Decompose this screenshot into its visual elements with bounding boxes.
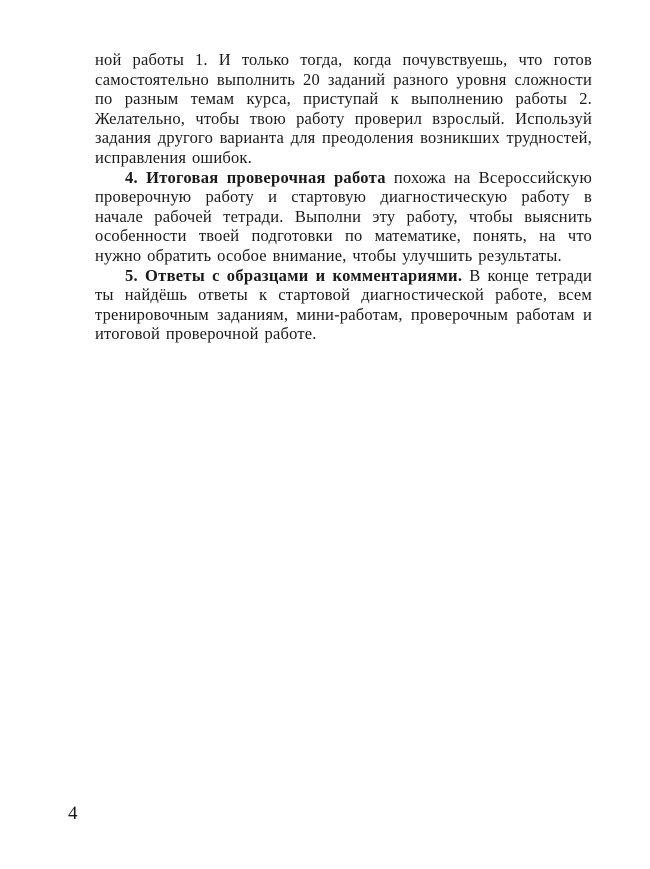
paragraph-lead: 4. Итоговая проверочная работа [125, 167, 386, 187]
paragraph-text: похожа на Всероссийскую проверочную работу и стартовую диагностическую работу в начале рабочей тетради. Выполни эту работу, чтобы выяснить особенности твоей подготовки по математике, понять, на что нужно обратить особое внимание, чтобы улучшить результаты. [95, 167, 592, 265]
paragraph-continuation [95, 50, 592, 168]
paragraph-text: В конце тетради ты найдёшь ответы к стартовой диагностической работе, всем тренировочным заданиям, мини-работам, проверочным работам и итоговой проверочной работе. [95, 265, 592, 344]
paragraph-item-5 [95, 266, 592, 344]
paragraph-lead: 5. Ответы с образцами и комментариями. [125, 265, 463, 285]
paragraph-text: ной работы 1. И только тогда, когда почувствуешь, что готов самостоятельно выполнить 20 заданий разного уровня сложности по разным темам курса, приступай к выполнению работы 2. Желательно, чтобы твою работу проверил взрослый. Используй задания другого варианта для преодоления возникших трудностей, исправления ошибок. [95, 50, 592, 167]
text-column [95, 50, 592, 344]
page-number: 4 [68, 803, 78, 824]
paragraph-item-4 [95, 168, 592, 266]
